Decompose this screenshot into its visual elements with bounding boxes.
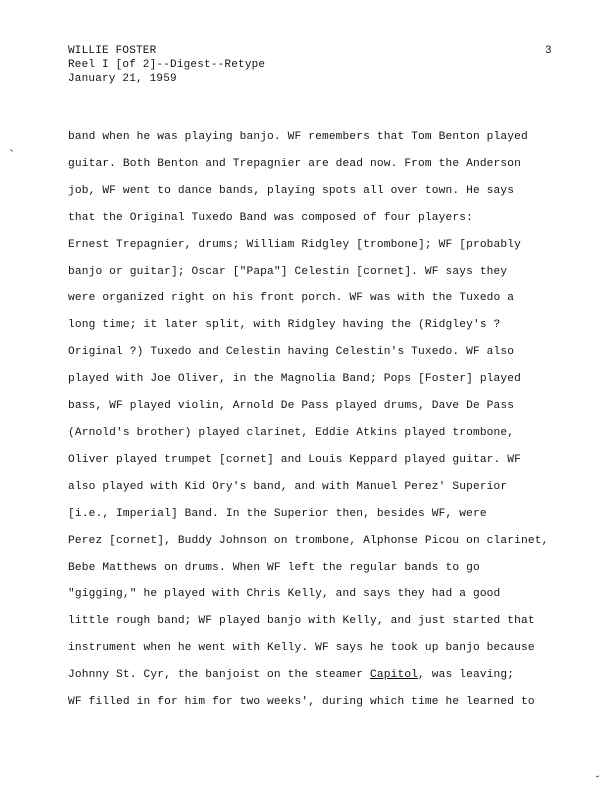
text-line: little rough band; WF played banjo with Kelly, and just started that bbox=[68, 615, 535, 628]
text-line: Bebe Matthews on drums. When WF left the regular bands to go bbox=[68, 561, 480, 574]
line-text-before-title: Johnny St. Cyr, the banjoist on the steamer bbox=[68, 669, 370, 682]
text-line: banjo or guitar]; Oscar ["Papa"] Celestin [cornet]. WF says they bbox=[68, 265, 508, 278]
text-line: were organized right on his front porch. WF was with the Tuxedo a bbox=[68, 292, 515, 305]
text-line: played with Joe Oliver, in the Magnolia Band; Pops [Foster] played bbox=[68, 373, 521, 386]
text-line bbox=[68, 662, 588, 689]
text-line: long time; it later split, with Ridgley having the (Ridgley's ? bbox=[68, 319, 501, 332]
text-line: WF filled in for him for two weeks', during which time he learned to bbox=[68, 696, 535, 709]
text-line: Perez [cornet], Buddy Johnson on trombone, Alphonse Picou on clarinet, bbox=[68, 534, 549, 547]
text-line: Ernest Trepagnier, drums; William Ridgley [trombone]; WF [probably bbox=[68, 238, 521, 251]
header-name: WILLIE FOSTER bbox=[68, 45, 157, 57]
text-line: instrument when he went with Kelly. WF says he took up banjo because bbox=[68, 642, 535, 655]
text-line: Original ?) Tuxedo and Celestin having Celestin's Tuxedo. WF also bbox=[68, 346, 515, 359]
text-line: "gigging," he played with Chris Kelly, and says they had a good bbox=[68, 588, 501, 601]
text-line: job, WF went to dance bands, playing spots all over town. He says bbox=[68, 184, 515, 197]
page-number: 3 bbox=[545, 45, 552, 57]
text-line: that the Original Tuxedo Band was composed of four players: bbox=[68, 211, 473, 224]
text-line: [i.e., Imperial] Band. In the Superior then, besides WF, were bbox=[68, 507, 487, 520]
header-date: January 21, 1959 bbox=[68, 73, 177, 85]
underlined-boat-name: Capitol bbox=[370, 669, 419, 682]
transcript-body bbox=[68, 124, 588, 716]
text-line: also played with Kid Ory's band, and with Manuel Perez' Superior bbox=[68, 480, 508, 493]
page-header bbox=[68, 44, 265, 86]
scan-speck bbox=[596, 776, 599, 778]
scan-speck bbox=[10, 149, 13, 152]
text-line: band when he was playing banjo. WF remembers that Tom Benton played bbox=[68, 131, 528, 143]
line-text-after-title: , was leaving; bbox=[418, 669, 515, 682]
header-reel: Reel I [of 2]--Digest--Retype bbox=[68, 59, 266, 71]
text-line: bass, WF played violin, Arnold De Pass played drums, Dave De Pass bbox=[68, 400, 515, 413]
text-line: guitar. Both Benton and Trepagnier are dead now. From the Anderson bbox=[68, 157, 521, 170]
text-line: Oliver played trumpet [cornet] and Louis Keppard played guitar. WF bbox=[68, 453, 521, 466]
text-line: (Arnold's brother) played clarinet, Eddie Atkins played trombone, bbox=[68, 426, 515, 439]
